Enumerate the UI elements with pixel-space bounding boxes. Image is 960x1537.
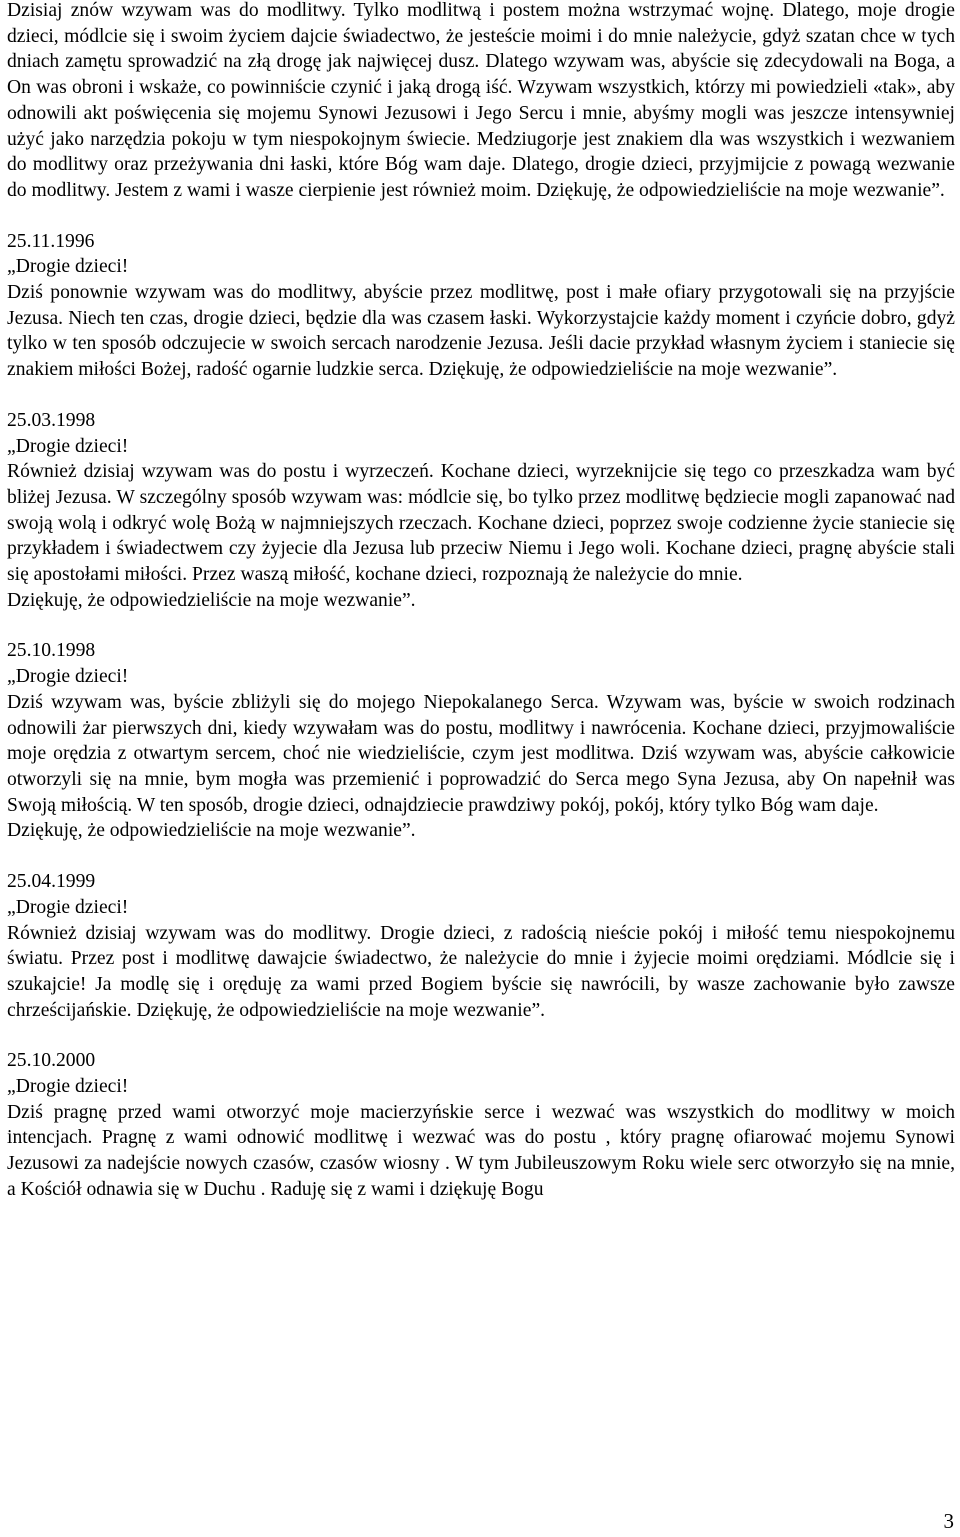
- message-date: 25.10.2000: [7, 1050, 96, 1072]
- message-entry: [7, 638, 955, 844]
- message-closing: Dziękuję, że odpowiedzieliście na moje wezwanie”.: [7, 820, 416, 842]
- message-paragraph: Dziś ponownie wzywam was do modlitwy, abyście przez modlitwę, post i małe ofiary przygotowali się na przyjście Jezusa. Niech ten czas, drogie dzieci, będzie dla was czasem łaski. Wykorzystajcie każdy moment i czyńcie dobro, gdyż tylko w ten sposób odczujecie w swoich sercach narodzenie Jezusa. Jeśli dacie przykład własnym życiem i staniecie się znakiem miłości Bożej, radość ogarnie ludzkie serca. Dziękuję, że odpowiedzieliście na moje wezwanie”.: [7, 282, 955, 381]
- message-greeting: „Drogie dzieci!: [7, 896, 129, 918]
- message-date: 25.11.1996: [7, 230, 95, 252]
- message-greeting: „Drogie dzieci!: [7, 666, 129, 688]
- message-closing: Dziękuję, że odpowiedzieliście na moje wezwanie”.: [7, 589, 416, 611]
- message-entry: [7, 1048, 955, 1202]
- message-entry: [7, 408, 955, 614]
- page-number: 3: [943, 1509, 954, 1533]
- message-entry: [7, 229, 955, 383]
- message-paragraph: Również dzisiaj wzywam was do modlitwy. Drogie dzieci, z radością nieście pokój i miłość temu niespokojnemu światu. Przez post i modlitwę dawajcie świadectwo, że należycie do mnie i żyjecie moimi orędziami. Módlcie się i szukajcie! Ja modlę się i oręduję za wami przed Bogiem byście się nawrócili, by wasze zachowanie było zawsze chrześcijańskie. Dziękuję, że odpowiedzieliście na moje wezwanie”.: [7, 922, 955, 1021]
- message-date: 25.03.1998: [7, 409, 96, 431]
- message-paragraph: Również dzisiaj wzywam was do postu i wyrzeczeń. Kochane dzieci, wyrzeknijcie się tego co przeszkadza wam być bliżej Jezusa. W szczególny sposób wzywam was: módlcie się, bo tylko przez modlitwę będziecie mogli zapanować nad swoją wolą i odkryć wolę Bożą w najmniejszych rzeczach. Kochane dzieci, poprzez swoje codzienne życie staniecie się przykładem i świadectwem czy żyjecie dla Jezusa lub przeciw Niemu i Jego woli. Kochane dzieci, pragnę abyście stali się apostołami miłości. Przez waszą miłość, kochane dzieci, rozpoznają że należycie do mnie.: [7, 461, 955, 586]
- intro-message: [7, 0, 955, 204]
- message-greeting: „Drogie dzieci!: [7, 256, 129, 278]
- document-page: [7, 0, 955, 1203]
- message-date: 25.10.1998: [7, 640, 96, 662]
- message-paragraph: Dziś wzywam was, byście zbliżyli się do mojego Niepokalanego Serca. Wzywam was, byście w swoich rodzinach odnowili żar pierwszych dni, kiedy wzywałam was do postu, modlitwy i nawrócenia. Kochane dzieci, przyjmowaliście moje orędzia z otwartym sercem, choć nie wiedzieliście, czym jest modlitwa. Dziś wzywam was, abyście całkowicie otworzyli się na mnie, bym mogła was przemienić i poprowadzić do Serca mego Syna Jezusa, aby On napełnił was Swoją miłością. W ten sposób, drogie dzieci, odnajdziecie prawdziwy pokój, pokój, który tylko Bóg wam daje.: [7, 691, 955, 816]
- message-entry: [7, 869, 955, 1023]
- message-paragraph: Dzisiaj znów wzywam was do modlitwy. Tylko modlitwą i postem można wstrzymać wojnę. Dlatego, moje drogie dzieci, módlcie się i swoim życiem dajcie świadectwo, że jesteście moimi i do mnie należycie, gdyż szatan chce w tych dniach zamętu sprowadzić na złą drogę jak najwięcej dusz. Dlatego wzywam was, abyście się zdecydowali na Boga, a On was obroni i wskaże, co powinniście czynić i jaką drogą iść. Wzywam wszystkich, którzy mi powiedzieli «tak», aby odnowili akt poświęcenia się mojemu Synowi Jezusowi i Jego Sercu i mnie, abyśmy mogli was jeszcze intensywniej użyć jako narzędzia pokoju w tym niespokojnym świecie. Medziugorje jest znakiem dla was wszystkich i wezwaniem do modlitwy oraz przeżywania dni łaski, które Bóg wam daje. Dlatego, drogie dzieci, przyjmijcie z powagą wezwanie do modlitwy. Jestem z wami i wasze cierpienie jest również moim. Dziękuję, że odpowiedzieliście na moje wezwanie”.: [7, 0, 955, 201]
- message-date: 25.04.1999: [7, 871, 96, 893]
- message-greeting: „Drogie dzieci!: [7, 1076, 129, 1098]
- message-greeting: „Drogie dzieci!: [7, 435, 129, 457]
- message-paragraph: Dziś pragnę przed wami otworzyć moje macierzyńskie serce i wezwać was wszystkich do modlitwy w moich intencjach. Pragnę z wami odnowić modlitwę i wezwać was do postu , który pragnę ofiarować mojemu Synowi Jezusowi za nadejście nowych czasów, czasów wiosny . W tym Jubileuszowym Roku wiele serc otworzyło się na mnie, a Kościół odnawia się w Duchu . Raduję się z wami i dziękuję Bogu: [7, 1101, 955, 1200]
